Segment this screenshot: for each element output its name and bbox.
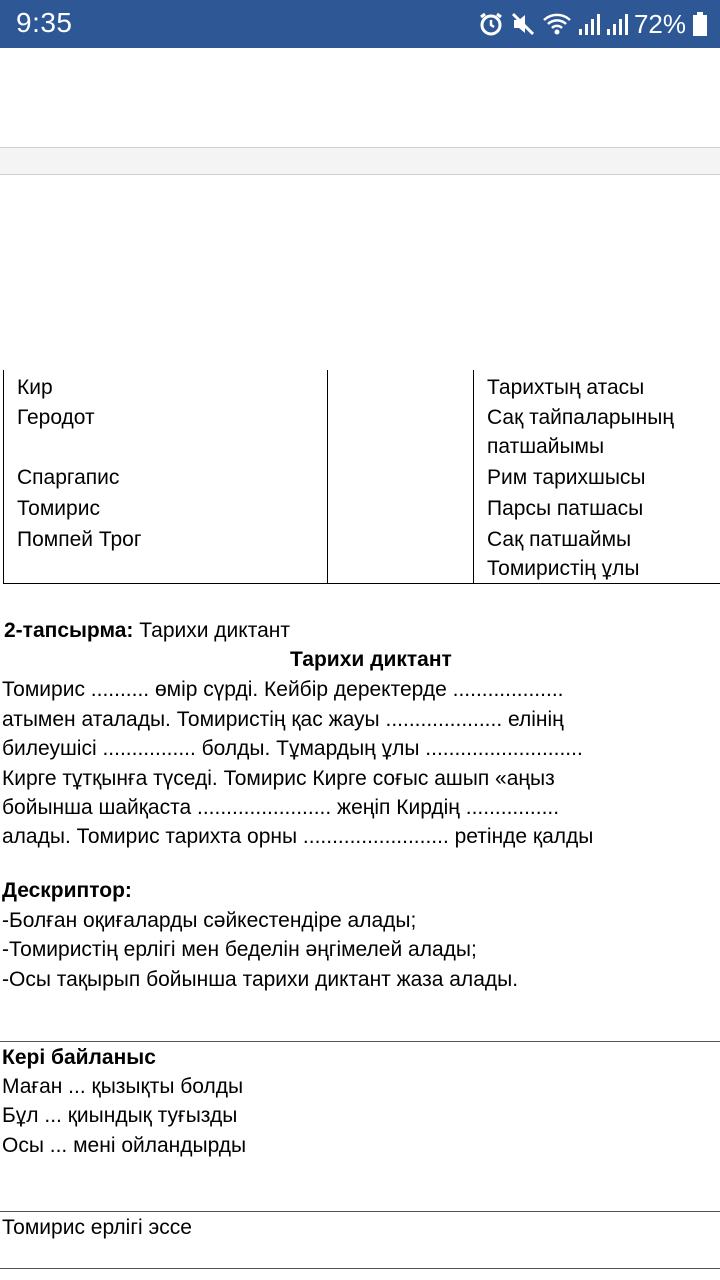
feedback-item: Осы ... мені ойландырды: [2, 1134, 247, 1157]
task2-label: 2-тапсырма:: [4, 619, 134, 642]
descriptor-item: -Осы тақырып бойынша тарихи диктант жаза алады.: [2, 968, 519, 991]
table-cell-left: Кир: [17, 376, 53, 399]
table-cell-right: Томиристің ұлы: [487, 557, 640, 580]
table-cell-right: Тарихтың атасы: [487, 376, 645, 399]
feedback-item: Бұл ... қиындық туғызды: [2, 1104, 238, 1127]
table-border: [3, 370, 4, 583]
section-divider: [0, 1041, 720, 1042]
descriptor-item: -Томиристің ерлігі мен беделін әңгімелей алады;: [2, 938, 477, 961]
table-cell-right: Рим тарихшысы: [487, 466, 646, 489]
feedback-title: Кері байланыс: [2, 1046, 156, 1069]
table-cell-right: патшайымы: [487, 435, 605, 458]
task2-text: Тарихи диктант: [133, 619, 290, 642]
table-cell-left: Томирис: [17, 497, 100, 520]
descriptor-title: Дескриптор:: [2, 879, 132, 902]
table-border: [473, 370, 474, 583]
feedback-item: Маған ... қызықты болды: [2, 1075, 244, 1098]
battery-percent: 72%: [633, 8, 686, 39]
dictation-line: атымен аталады. Томиристің қас жауы .................... елінің: [2, 708, 564, 731]
table-cell-right: Парсы патшасы: [487, 497, 644, 520]
dictation-heading: Тарихи диктант: [290, 648, 452, 671]
table-cell-right: Сақ патшаймы: [487, 528, 632, 551]
table-cell-right: Сақ тайпаларының: [487, 406, 674, 429]
section-divider: [0, 1211, 720, 1212]
dictation-line: билеушісі ................ болды. Тұмардың ұлы ...........................: [2, 737, 583, 760]
task2-line: [4, 616, 290, 646]
essay-title: Томирис ерлігі эссе: [2, 1216, 192, 1239]
dictation-line: бойынша шайқаста ....................... жеңіп Кирдің ................: [2, 796, 560, 819]
section-divider: [0, 1268, 720, 1269]
status-time: 9:35: [16, 7, 73, 38]
table-cell-left: Помпей Трог: [17, 528, 142, 551]
matching-table: [3, 370, 720, 584]
table-cell-left: Геродот: [17, 406, 95, 429]
dictation-line: алады. Томирис тарихта орны ......................... ретінде қалды: [2, 825, 594, 848]
dictation-line: Кирге тұтқынға түседі. Томирис Кирге соғыс ашып «аңыз: [2, 767, 555, 790]
descriptor-item: -Болған оқиғаларды сәйкестендіре алады;: [2, 909, 417, 932]
dictation-line: Томирис .......... өмір сүрді. Кейбір деректерде ...................: [2, 678, 564, 701]
table-border: [327, 370, 328, 583]
table-cell-left: Спаргапис: [17, 466, 120, 489]
